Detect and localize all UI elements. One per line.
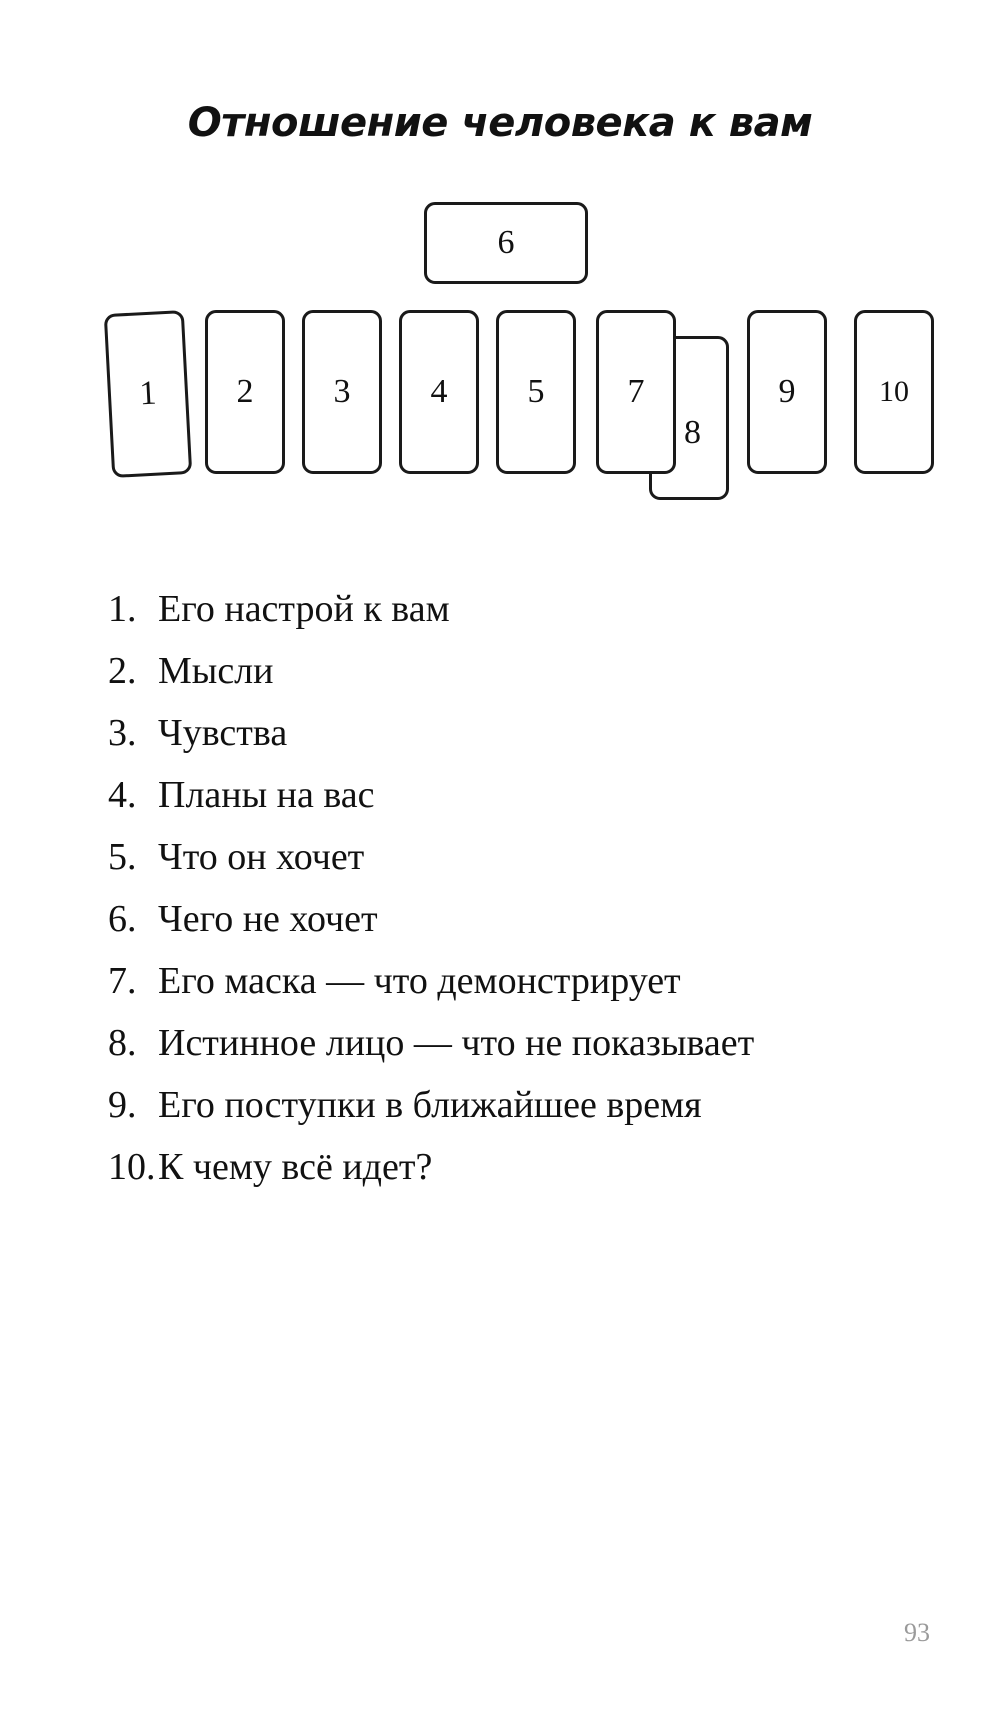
card-position-9	[747, 310, 827, 474]
item-text: Мысли	[158, 650, 274, 692]
item-number: 9.	[108, 1084, 137, 1126]
card-position-6	[424, 202, 588, 284]
card-number: 6	[497, 224, 515, 261]
list-item	[108, 640, 754, 702]
list-item	[108, 826, 754, 888]
list-item	[108, 1136, 754, 1198]
card-position-10	[854, 310, 934, 474]
item-number: 5.	[108, 836, 137, 878]
card-number: 2	[236, 373, 254, 410]
item-text: К чему всё идет?	[158, 1146, 433, 1188]
item-text: Чувства	[158, 712, 288, 754]
page-number: 93	[904, 1618, 930, 1647]
item-text: Что он хочет	[158, 836, 365, 878]
card-number: 7	[627, 373, 645, 410]
card-number: 5	[527, 373, 545, 410]
page-title: Отношение человека к вам	[187, 100, 813, 146]
card-number: 4	[430, 373, 448, 410]
item-text: Истинное лицо — что не показывает	[158, 1022, 755, 1064]
card-number: 3	[333, 373, 351, 410]
item-text: Его маска — что демонстрирует	[158, 960, 681, 1002]
list-item	[108, 1012, 754, 1074]
list-item	[108, 702, 754, 764]
list-item	[108, 1074, 754, 1136]
list-item	[108, 578, 754, 640]
card-number: 10	[879, 375, 909, 408]
card-position-4	[399, 310, 479, 474]
card-position-1	[104, 310, 192, 478]
card-position-7	[596, 310, 676, 474]
item-number: 6.	[108, 898, 137, 940]
item-text: Планы на вас	[158, 774, 375, 816]
positions-list	[108, 578, 754, 1198]
item-number: 7.	[108, 960, 137, 1002]
list-item	[108, 888, 754, 950]
item-text: Его настрой к вам	[158, 588, 450, 630]
list-item	[108, 950, 754, 1012]
card-number: 1	[138, 374, 158, 413]
item-number: 2.	[108, 650, 137, 692]
item-number: 4.	[108, 774, 137, 816]
card-position-3	[302, 310, 382, 474]
item-text: Его поступки в ближайшее время	[158, 1084, 702, 1126]
card-position-5	[496, 310, 576, 474]
item-number: 1.	[108, 588, 137, 630]
card-number: 8	[684, 414, 701, 451]
card-position-2	[205, 310, 285, 474]
item-text: Чего не хочет	[158, 898, 378, 940]
item-number: 8.	[108, 1022, 137, 1064]
list-item	[108, 764, 754, 826]
item-number: 10.	[108, 1146, 156, 1188]
item-number: 3.	[108, 712, 137, 754]
card-number: 9	[778, 373, 796, 410]
